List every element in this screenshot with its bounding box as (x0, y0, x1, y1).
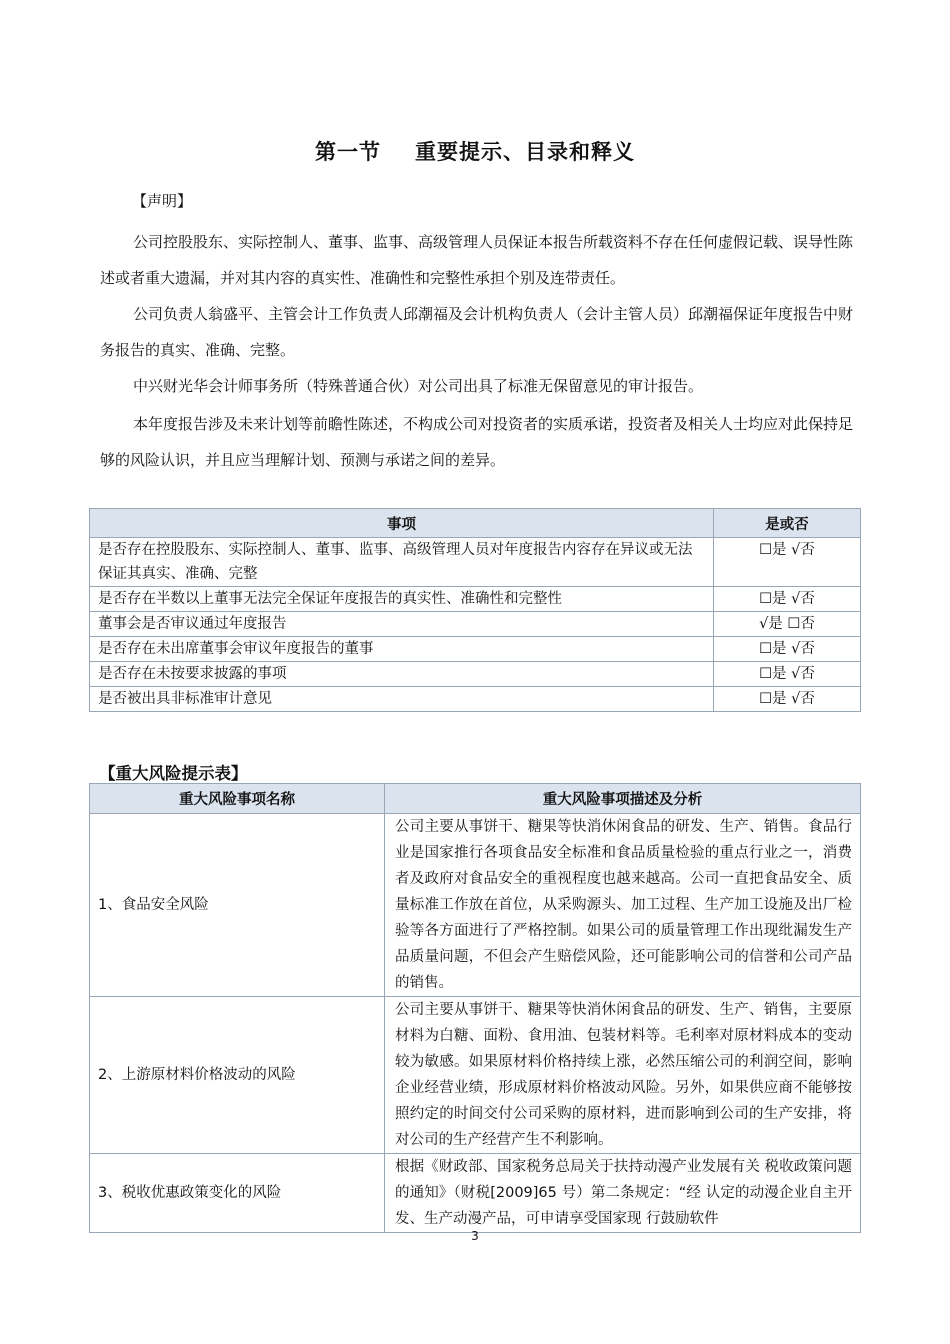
yes-no-cell: ☐是 √否 (714, 587, 861, 612)
risk-name-cell: 3、税收优惠政策变化的风险 (90, 1154, 385, 1233)
column-header: 重大风险事项名称 (90, 784, 385, 814)
table-row (90, 587, 861, 612)
yes-no-cell: ☐是 √否 (714, 637, 861, 662)
column-header: 重大风险事项描述及分析 (385, 784, 861, 814)
risk-description-cell: 根据《财政部、国家税务总局关于扶持动漫产业发展有关 税收政策问题的通知》（财税[2009]65 号）第二条规定：“经 认定的动漫企业自主开发、生产动漫产品，可申请享受国家现 行鼓励软件 (385, 1154, 861, 1233)
column-header: 是或否 (714, 509, 861, 538)
yes-no-cell: ☐是 √否 (714, 662, 861, 687)
table-cell: 是否被出具非标准审计意见 (90, 687, 714, 712)
risk-description-cell: 公司主要从事饼干、糖果等快消休闲食品的研发、生产、销售。食品行业是国家推行各项食品安全标准和食品质量检验的重点行业之一，消费者及政府对食品安全的重视程度也越来越高。公司一直把食品安全、质量标准工作放在首位，从采购源头、加工过程、生产加工设施及出厂检验等各方面进行了严格控制。如果公司的质量管理工作出现纰漏发生产品质量问题，不但会产生赔偿风险，还可能影响公司的信誉和公司产品的销售。 (385, 814, 861, 997)
table-row (90, 687, 861, 712)
paragraph: 公司负责人翁盛平、主管会计工作负责人邱潮福及会计机构负责人（会计主管人员）邱潮福保证年度报告中财务报告的真实、准确、完整。 (100, 305, 854, 359)
page-number: 3 (471, 1229, 479, 1243)
risk-table (89, 783, 861, 1233)
table-cell: 是否存在控股股东、实际控制人、董事、监事、高级管理人员对年度报告内容存在异议或无法保证其真实、准确、完整 (90, 538, 714, 587)
yes-no-cell: √是 ☐否 (714, 612, 861, 637)
section-title: 重要提示、目录和释义 (415, 140, 635, 164)
paragraph: 本年度报告涉及未来计划等前瞻性陈述，不构成公司对投资者的实质承诺，投资者及相关人士均应对此保持足够的风险认识，并且应当理解计划、预测与承诺之间的差异。 (100, 415, 854, 469)
table-row (90, 637, 861, 662)
column-header: 事项 (90, 509, 714, 538)
declaration-label: 【声明】 (132, 192, 193, 210)
yes-no-cell: ☐是 √否 (714, 538, 861, 587)
risk-name-cell: 1、食品安全风险 (90, 814, 385, 997)
table-row (90, 538, 861, 587)
risk-section-title: 【重大风险提示表】 (99, 764, 248, 783)
paragraph: 公司控股股东、实际控制人、董事、监事、高级管理人员保证本报告所载资料不存在任何虚假记载、误导性陈述或者重大遗漏，并对其内容的真实性、准确性和完整性承担个别及连带责任。 (100, 233, 854, 287)
page-title (0, 136, 950, 166)
confirmation-table (89, 508, 861, 712)
yes-no-cell: ☐是 √否 (714, 687, 861, 712)
table-cell: 是否存在未出席董事会审议年度报告的董事 (90, 637, 714, 662)
table-row (90, 612, 861, 637)
table-row (90, 814, 861, 997)
table-row (90, 662, 861, 687)
table-cell: 董事会是否审议通过年度报告 (90, 612, 714, 637)
section-number: 第一节 (315, 140, 381, 164)
table-row (90, 997, 861, 1154)
risk-name-cell: 2、上游原材料价格波动的风险 (90, 997, 385, 1154)
risk-description-cell: 公司主要从事饼干、糖果等快消休闲食品的研发、生产、销售，主要原材料为白糖、面粉、食用油、包装材料等。毛利率对原材料成本的变动较为敏感。如果原材料价格持续上涨，必然压缩公司的利润空间，影响企业经营业绩，形成原材料价格波动风险。另外，如果供应商不能够按照约定的时间交付公司采购的原材料，进而影响到公司的生产安排，将对公司的生产经营产生不利影响。 (385, 997, 861, 1154)
paragraph: 中兴财光华会计师事务所（特殊普通合伙）对公司出具了标准无保留意见的审计报告。 (133, 377, 704, 395)
table-cell: 是否存在半数以上董事无法完全保证年度报告的真实性、准确性和完整性 (90, 587, 714, 612)
table-cell: 是否存在未按要求披露的事项 (90, 662, 714, 687)
table-row (90, 1154, 861, 1233)
